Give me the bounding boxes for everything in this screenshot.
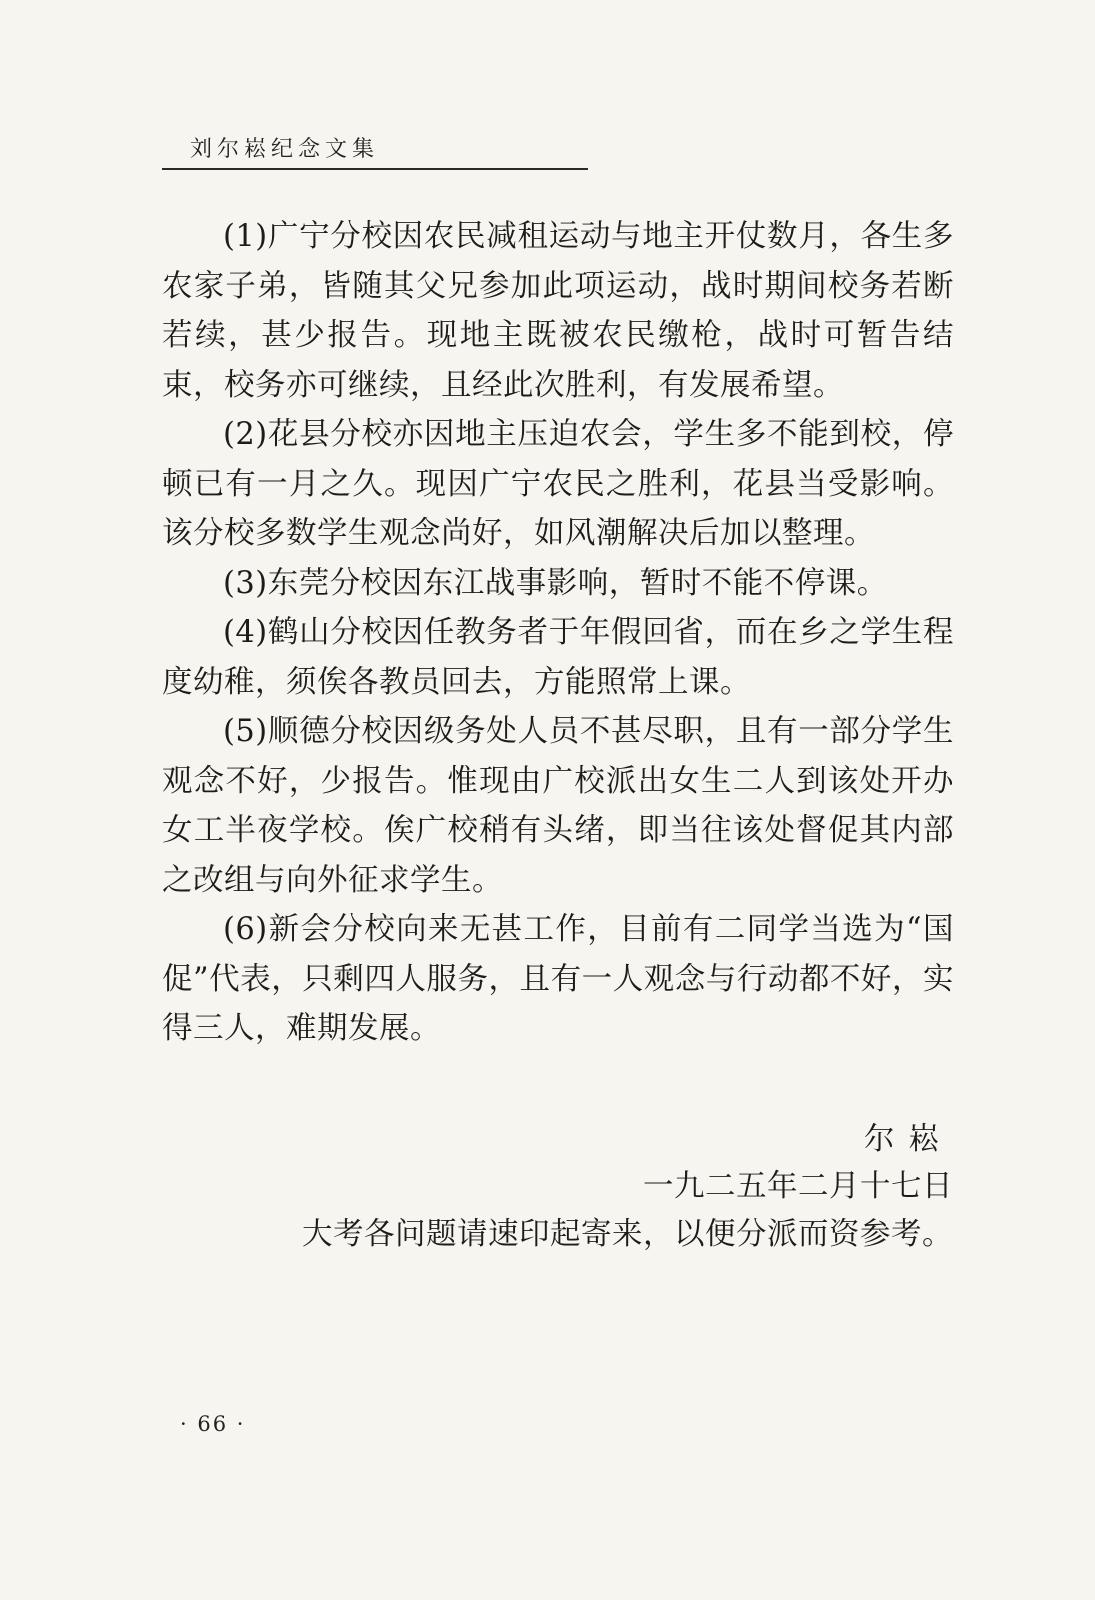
header-rule [162, 168, 588, 170]
body-text [162, 212, 954, 1054]
paragraph-5: (5)顺德分校因级务处人员不甚尽职，且有一部分学生观念不好，少报告。惟现由广校派出女生二人到该处开办女工半夜学校。俟广校稍有头绪，即当往该处督促其内部之改组与向外征求学生。 [162, 714, 954, 898]
postscript: 大考各问题请速印起寄来，以便分派而资参考。 [302, 1217, 953, 1252]
paragraph-6: (6)新会分校向来无甚工作，目前有二同学当选为“国促”代表，只剩四人服务，且有一人观念与行动都不好，实得三人，难期发展。 [162, 912, 954, 1046]
page-number: · 66 · [180, 1412, 246, 1436]
paragraph-3: (3)东莞分校因东江战事影响，暂时不能不停课。 [223, 565, 888, 601]
paragraph-2: (2)花县分校亦因地主压迫农会，学生多不能到校，停顿已有一月之久。现因广宁农民之胜利，花县当受影响。该分校多数学生观念尚好，如风潮解决后加以整理。 [162, 417, 954, 551]
signature: 尔崧 [864, 1122, 953, 1157]
letter-date: 一九二五年二月十七日 [643, 1169, 953, 1204]
paragraph-1: (1)广宁分校因农民减租运动与地主开仗数月，各生多农家子弟，皆随其父兄参加此项运动，战时期间校务若断若续，甚少报告。现地主既被农民缴枪，战时可暂告结束，校务亦可继续，且经此次胜利，有发展希望。 [162, 219, 954, 403]
paragraph-4: (4)鹤山分校因任教务者于年假回省，而在乡之学生程度幼稚，须俟各教员回去，方能照常上课。 [162, 615, 954, 700]
running-head: 刘尔崧纪念文集 [190, 137, 380, 162]
